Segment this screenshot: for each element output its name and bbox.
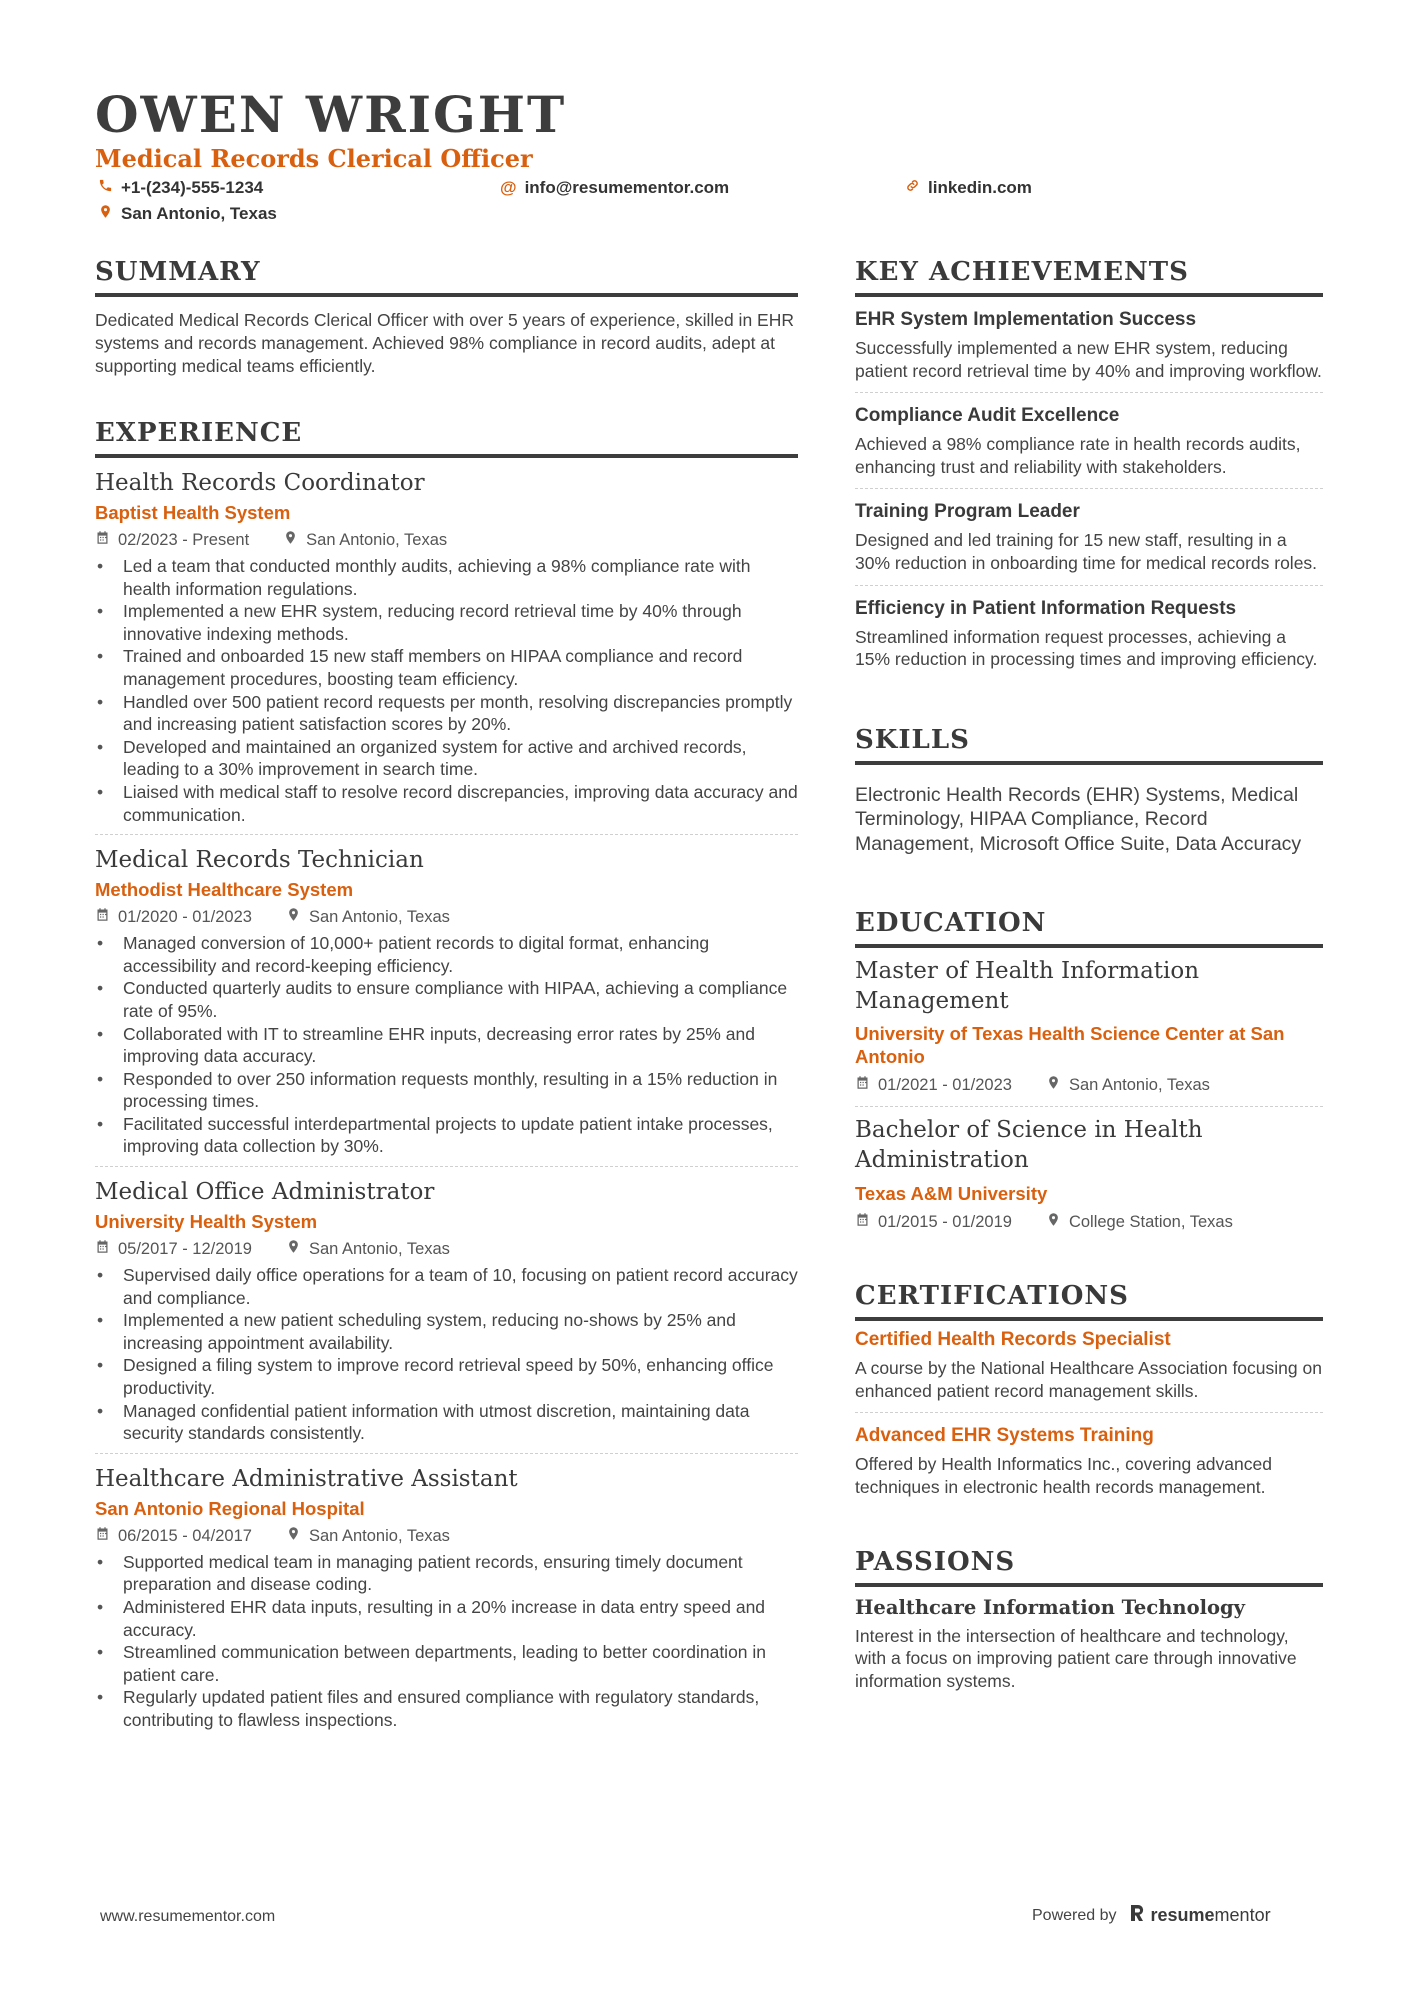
job-company: San Antonio Regional Hospital [95,1497,365,1519]
achievement-desc: Designed and led training for 15 new staff, resulting in a 30% reduction in onboarding time for medical records roles. [855,530,1318,573]
location-pin-icon [286,1525,301,1547]
achievement-title: Training Program Leader [855,501,1080,523]
resume-header [95,85,1325,228]
certifications-section [855,1279,1323,1508]
bullet-item: • Streamlined communication between departments, leading to better coordination in patient care. [95,1641,798,1686]
summary-section [95,255,798,378]
school-name: University of Texas Health Science Center at San Antonio [855,1023,1285,1068]
achievement-title: EHR System Implementation Success [855,309,1197,330]
brand-name-thin: mentor [1214,1905,1271,1925]
certification-item [855,1321,1323,1413]
certification-title: Certified Health Records Specialist [855,1329,1171,1351]
education-location: San Antonio, Texas [1068,1076,1210,1095]
job-meta [95,1525,798,1547]
job-dates: 01/2020 - 01/2023 [118,908,252,927]
job-location: San Antonio, Texas [308,1526,450,1545]
skills-heading: SKILLS [855,723,1323,765]
skills-section [855,723,1323,857]
at-icon: @ [500,178,517,197]
education-meta [855,1211,1323,1233]
bullet-item: • Supported medical team in managing patient records, ensuring timely document preparation and disease coding. [95,1551,798,1596]
brand-name-bold: resume [1150,1905,1215,1925]
right-column [855,255,1323,1746]
phone-icon [98,178,113,198]
bullet-item: • Conducted quarterly audits to ensure compliance with HIPAA, achieving a compliance rate of 95%. [95,977,798,1022]
skills-text: Electronic Health Records (EHR) Systems, Medical Terminology, HIPAA Compliance, Record Management, Microsoft Office Suite, Data Accuracy [855,783,1302,855]
bullet-item: • Supervised daily office operations for a team of 10, focusing on patient record accuracy and compliance. [95,1264,798,1309]
left-column [95,255,798,1784]
achievement-item [855,393,1323,489]
education-meta [855,1074,1323,1096]
location-pin-icon [1046,1211,1061,1233]
calendar-icon [95,529,110,551]
contact-phone[interactable] [98,178,263,198]
job-bullets [95,555,798,826]
achievement-title: Efficiency in Patient Information Requests [855,597,1237,619]
passions-section [855,1545,1323,1703]
bullet-item: • Handled over 500 patient record requests per month, resolving discrepancies promptly and increasing patient satisfaction scores by 20%. [95,691,798,736]
bullet-item: • Collaborated with IT to streamline EHR inputs, decreasing error rates by 25% and improving data accuracy. [95,1023,798,1068]
resumementor-logo-icon [1129,1903,1145,1928]
job-entry [95,835,798,1167]
degree-title: Bachelor of Science in Health Administration [855,1117,1203,1174]
job-company: Baptist Health System [95,502,291,523]
passion-title: Healthcare Information Technology [855,1595,1245,1619]
footer-powered-by[interactable] [1032,1903,1271,1928]
summary-heading: SUMMARY [95,255,798,297]
achievement-item [855,586,1323,681]
experience-section [95,416,798,1740]
contact-linkedin[interactable] [905,178,1032,198]
achievement-desc: Successfully implemented a new EHR system, reducing patient record retrieval time by 40% and improving workflow. [855,338,1322,381]
bullet-item: • Managed conversion of 10,000+ patient records to digital format, enhancing accessibility and record-keeping efficiency. [95,932,798,977]
job-dates: 02/2023 - Present [118,531,250,549]
education-dates: 01/2015 - 01/2019 [878,1213,1012,1232]
certification-item [855,1413,1323,1508]
calendar-icon [95,1525,110,1547]
brand-logo [1129,1903,1271,1928]
education-heading: EDUCATION [855,906,1323,948]
link-icon [905,178,920,198]
location-pin-icon [286,906,301,928]
passion-item [855,1587,1323,1703]
job-dates: 05/2017 - 12/2019 [118,1240,252,1259]
job-bullets [95,1551,798,1732]
job-location: San Antonio, Texas [308,1240,450,1259]
bullet-item: • Liaised with medical staff to resolve record discrepancies, improving data accuracy and communication. [95,781,798,826]
bullet-item: • Regularly updated patient files and ensured compliance with regulatory standards, contributing to flawless inspections. [95,1686,798,1731]
location-pin-icon [283,529,298,551]
bullet-item: • Led a team that conducted monthly audits, achieving a 98% compliance rate with health information regulations. [95,555,798,600]
calendar-icon [95,906,110,928]
candidate-role: Medical Records Clerical Officer [95,144,533,173]
job-company: Methodist Healthcare System [95,879,354,901]
experience-heading: EXPERIENCE [95,416,798,458]
summary-text: Dedicated Medical Records Clerical Officer with over 5 years of experience, skilled in EHR systems and records management. Achieved 98% compliance in record audits, adept at supporting medical teams efficiently. [95,310,794,376]
location-pin-icon [1046,1074,1061,1096]
contact-email[interactable] [500,178,729,198]
location-text: San Antonio, Texas [121,204,277,223]
calendar-icon [855,1211,870,1233]
degree-title: Master of Health Information Management [855,958,1200,1015]
job-dates: 06/2015 - 04/2017 [118,1526,252,1545]
footer-website[interactable]: www.resumementor.com [100,1908,276,1925]
job-company: University Health System [95,1211,318,1233]
education-item [855,948,1323,1107]
bullet-item: • Facilitated successful interdepartmental projects to update patient intake processes, improving data collection by 30%. [95,1113,798,1158]
passion-desc: Interest in the intersection of healthcare and technology, with a focus on improving patient care through innovative information systems. [855,1625,1297,1691]
certification-title: Advanced EHR Systems Training [855,1425,1154,1447]
job-entry [95,1167,798,1454]
bullet-item: • Managed confidential patient information with utmost discretion, maintaining data security standards consistently. [95,1400,798,1445]
achievements-section [855,255,1323,681]
powered-by-label: Powered by [1032,1906,1117,1924]
job-meta [95,1238,798,1260]
certification-desc: Offered by Health Informatics Inc., covering advanced techniques in electronic health records management. [855,1454,1272,1498]
job-entry [95,1454,798,1740]
certifications-heading: CERTIFICATIONS [855,1279,1323,1321]
bullet-item: • Responded to over 250 information requests monthly, resulting in a 15% reduction in processing times. [95,1068,798,1113]
education-location: College Station, Texas [1068,1213,1233,1232]
education-item [855,1107,1323,1243]
achievement-title: Compliance Audit Excellence [855,405,1120,427]
job-meta [95,529,798,551]
achievement-item [855,489,1323,585]
achievements-heading: KEY ACHIEVEMENTS [855,255,1323,297]
education-section [855,906,1323,1243]
achievement-item [855,297,1323,393]
job-title: Medical Records Technician [95,847,424,874]
contact-info [95,176,1325,228]
bullet-item: • Trained and onboarded 15 new staff members on HIPAA compliance and record management procedures, boosting team efficiency. [95,645,798,690]
location-pin-icon [98,204,113,224]
certification-desc: A course by the National Healthcare Association focusing on enhanced patient record management skills. [855,1358,1322,1401]
job-bullets [95,932,798,1158]
job-title: Healthcare Administrative Assistant [95,1465,518,1492]
school-name: Texas A&M University [855,1183,1048,1205]
calendar-icon [95,1238,110,1260]
calendar-icon [855,1074,870,1096]
job-location: San Antonio, Texas [306,531,448,549]
phone-text: +1-(234)-555-1234 [121,178,264,197]
email-text: info@resumementor.com [524,178,730,197]
linkedin-text: linkedin.com [928,178,1032,197]
bullet-item: • Implemented a new patient scheduling system, reducing no-shows by 25% and increasing appointment availability. [95,1309,798,1354]
job-meta [95,906,798,928]
job-entry [95,458,798,835]
job-location: San Antonio, Texas [308,908,450,927]
job-bullets [95,1264,798,1445]
bullet-item: • Administered EHR data inputs, resulting in a 20% increase in data entry speed and accuracy. [95,1596,798,1641]
candidate-name: OWEN WRIGHT [95,85,567,144]
achievement-desc: Streamlined information request processes, achieving a 15% reduction in processing times and improving efficiency. [855,626,1318,670]
bullet-item: • Implemented a new EHR system, reducing record retrieval time by 40% through innovative indexing methods. [95,600,798,645]
location-pin-icon [286,1238,301,1260]
job-title: Medical Office Administrator [95,1179,435,1206]
job-title: Health Records Coordinator [95,470,425,496]
contact-location [98,204,277,224]
education-dates: 01/2021 - 01/2023 [878,1076,1012,1095]
bullet-item: • Designed a filing system to improve record retrieval speed by 50%, enhancing office productivity. [95,1354,798,1399]
bullet-item: • Developed and maintained an organized system for active and archived records, leading to a 30% improvement in search time. [95,736,798,781]
passions-heading: PASSIONS [855,1545,1323,1587]
achievement-desc: Achieved a 98% compliance rate in health records audits, enhancing trust and reliability with stakeholders. [855,434,1301,477]
